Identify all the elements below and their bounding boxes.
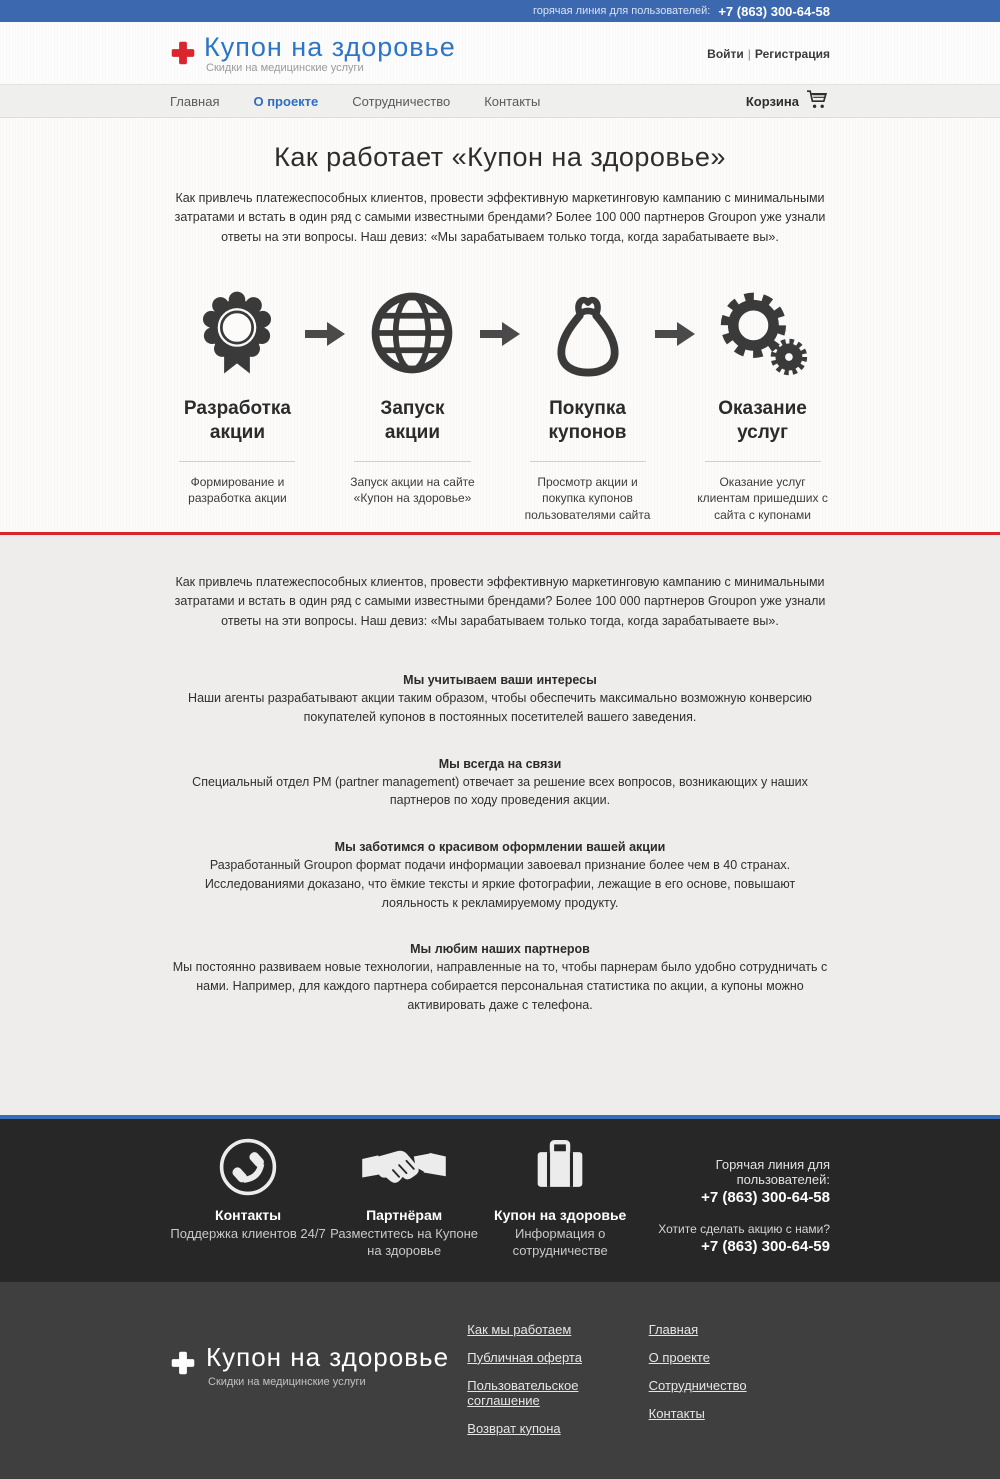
footer-link-user-agreement[interactable]: Пользовательское соглашение [467,1377,579,1408]
footer-link-about[interactable]: О проекте [648,1349,710,1365]
step-divider [179,461,295,462]
gears-icon [695,283,830,383]
footer-column-text: Поддержка клиентов 24/7 [170,1225,326,1241]
footer-link-contacts[interactable]: Контакты [648,1405,705,1421]
about-section [0,535,1000,1115]
feature-title: Мы заботимся о красивом оформлении вашей акции [334,840,666,855]
feature-title: Мы учитываем ваши интересы [403,673,597,688]
logo-title: Купон на здоровье [204,31,456,62]
cart-label: Корзина [745,94,799,109]
step-title: Оказание услуг [718,398,807,443]
step-divider [354,461,470,462]
step-divider [705,461,821,462]
arrow-right-icon [305,283,345,524]
login-link[interactable]: Войти [707,46,744,61]
step-description: Запуск акции на сайте «Купон на здоровье» [350,474,475,506]
footer-column-text: Информация о сотрудничестве [512,1225,608,1259]
auth-separator: | [747,46,751,61]
about-intro: Как привлечь платежеспособных клиентов, провести эффективную маркетинговую кампанию с минимальными затратами и встать в один ряд с самыми известными брендами? Более 100 000 партнеров Groupon уже узнали ответы на эти вопросы. Наш девиз: «Мы зарабатываем только тогда, когда зарабатываете вы». [174,575,826,628]
page-title: Как работает «Купон на здоровье» [274,142,726,172]
feature-title: Мы любим наших партнеров [410,942,590,957]
nav-item-cooperation[interactable]: Сотрудничество [352,94,451,109]
footer-hotline-label: Горячая линия для пользователей: [715,1156,830,1187]
footer-link-public-offer[interactable]: Публичная оферта [467,1349,582,1365]
hotline-label: горячая линия для пользователей: [532,5,711,17]
arrow-right-icon [480,283,520,524]
shopping-cart-icon [806,89,830,115]
red-cross-icon [170,40,196,71]
footer-hotline-phone: +7 (863) 300-64-58 [701,1188,830,1206]
feature-text: Мы постоянно развиваем новые технологии, направленные на то, чтобы парнерам было удобно сотрудничать с нами. Например, для каждого партнера собирается персональная статистика по акции, а купоны можно активировать даже с телефона. [172,960,828,1012]
footer-column-title: Партнёрам [366,1206,443,1223]
footer-column-title: Контакты [215,1206,282,1223]
footer-bottom [0,1282,1000,1479]
step-description: Просмотр акции и покупка купонов пользователями сайта [524,474,651,523]
step-divider [530,461,646,462]
header [0,22,1000,85]
footer-links-column-1 [467,1322,648,1449]
logo[interactable] [170,31,456,74]
auth-links [707,47,830,61]
footer-column-title: Купон на здоровье [494,1206,627,1223]
briefcase-icon [482,1135,638,1199]
intro-paragraph: Как привлечь платежеспособных клиентов, провести эффективную маркетинговую кампанию с минимальными затратами и встать в один ряд с самыми известными брендами? Более 100 000 партнеров Groupon уже узнали ответы на эти вопросы. Наш девиз: «Мы зарабатываем только тогда, когда зарабатываете вы». [174,191,826,244]
footer-logo-title: Купон на здоровье [206,1341,450,1372]
step-title: Разработка акции [183,398,291,443]
award-rosette-icon [170,283,305,383]
nav-item-contacts[interactable]: Контакты [484,94,541,109]
feature-block [170,757,830,811]
footer-link-coupon-return[interactable]: Возврат купона [467,1420,561,1436]
step-development [170,283,305,524]
feature-text: Наши агенты разрабатывают акции таким образом, чтобы обеспечить максимально возможную конверсию покупателей купонов в постоянных посетителей вашего заведения. [188,691,812,724]
logo-subtitle: Скидки на медицинские услуги [206,61,364,74]
feature-block [170,840,830,912]
nav-item-home[interactable]: Главная [170,94,220,109]
phone-handset-icon [170,1135,326,1199]
main-content [0,118,1000,532]
footer-link-cooperation[interactable]: Сотрудничество [648,1377,747,1393]
money-bag-icon [520,283,655,383]
how-it-works-steps [170,283,830,524]
step-description: Оказание услуг клиентам пришедших с сайта с купонами [697,474,828,523]
feature-block [170,673,830,727]
footer-dark [0,1119,1000,1282]
cart-button[interactable] [746,89,830,115]
feature-block [170,942,830,1014]
step-purchase [520,283,655,524]
footer-promo-phone: +7 (863) 300-64-59 [701,1237,830,1255]
step-description: Формирование и разработка акции [188,474,287,506]
step-launch [345,283,480,524]
handshake-icon [326,1135,482,1199]
footer-link-home[interactable]: Главная [648,1321,699,1337]
footer-column-partners[interactable] [326,1135,482,1260]
footer-promo-label: Хотите сделать акцию с нами? [658,1221,830,1236]
step-service [695,283,830,524]
main-nav [0,85,1000,118]
register-link[interactable]: Регистрация [754,46,830,61]
footer-column-contacts[interactable] [170,1135,326,1260]
globe-icon [345,283,480,383]
footer-links-column-2 [649,1322,830,1449]
feature-text: Специальный отдел PM (partner management) отвечает за решение всех вопросов, возникающих у наших партнеров по ходу проведения акции. [192,774,808,808]
step-title: Покупка купонов [548,398,627,443]
feature-title: Мы всегда на связи [438,756,562,771]
footer-logo[interactable] [170,1322,467,1449]
hotline-phone: +7 (863) 300-64-58 [718,3,830,19]
nav-item-about[interactable]: О проекте [253,94,319,109]
topbar [0,0,1000,22]
footer-column-coupon-info[interactable] [482,1135,638,1260]
footer-phones [638,1135,830,1260]
feature-text: Разработанный Groupon формат подачи информации завоевал признание более чем в 40 странах. Исследованиями доказано, что ёмкие тексты и яркие фотографии, лежащие в его основе, повышают лояльность к рекламируемому продукту. [204,858,796,910]
footer-column-text: Разместитесь на Купоне на здоровье [330,1225,479,1259]
arrow-right-icon [655,283,695,524]
footer-link-how-we-work[interactable]: Как мы работаем [467,1321,572,1337]
step-title: Запуск акции [380,398,445,443]
white-cross-icon [170,1350,196,1381]
footer-logo-subtitle: Скидки на медицинские услуги [208,1375,366,1388]
